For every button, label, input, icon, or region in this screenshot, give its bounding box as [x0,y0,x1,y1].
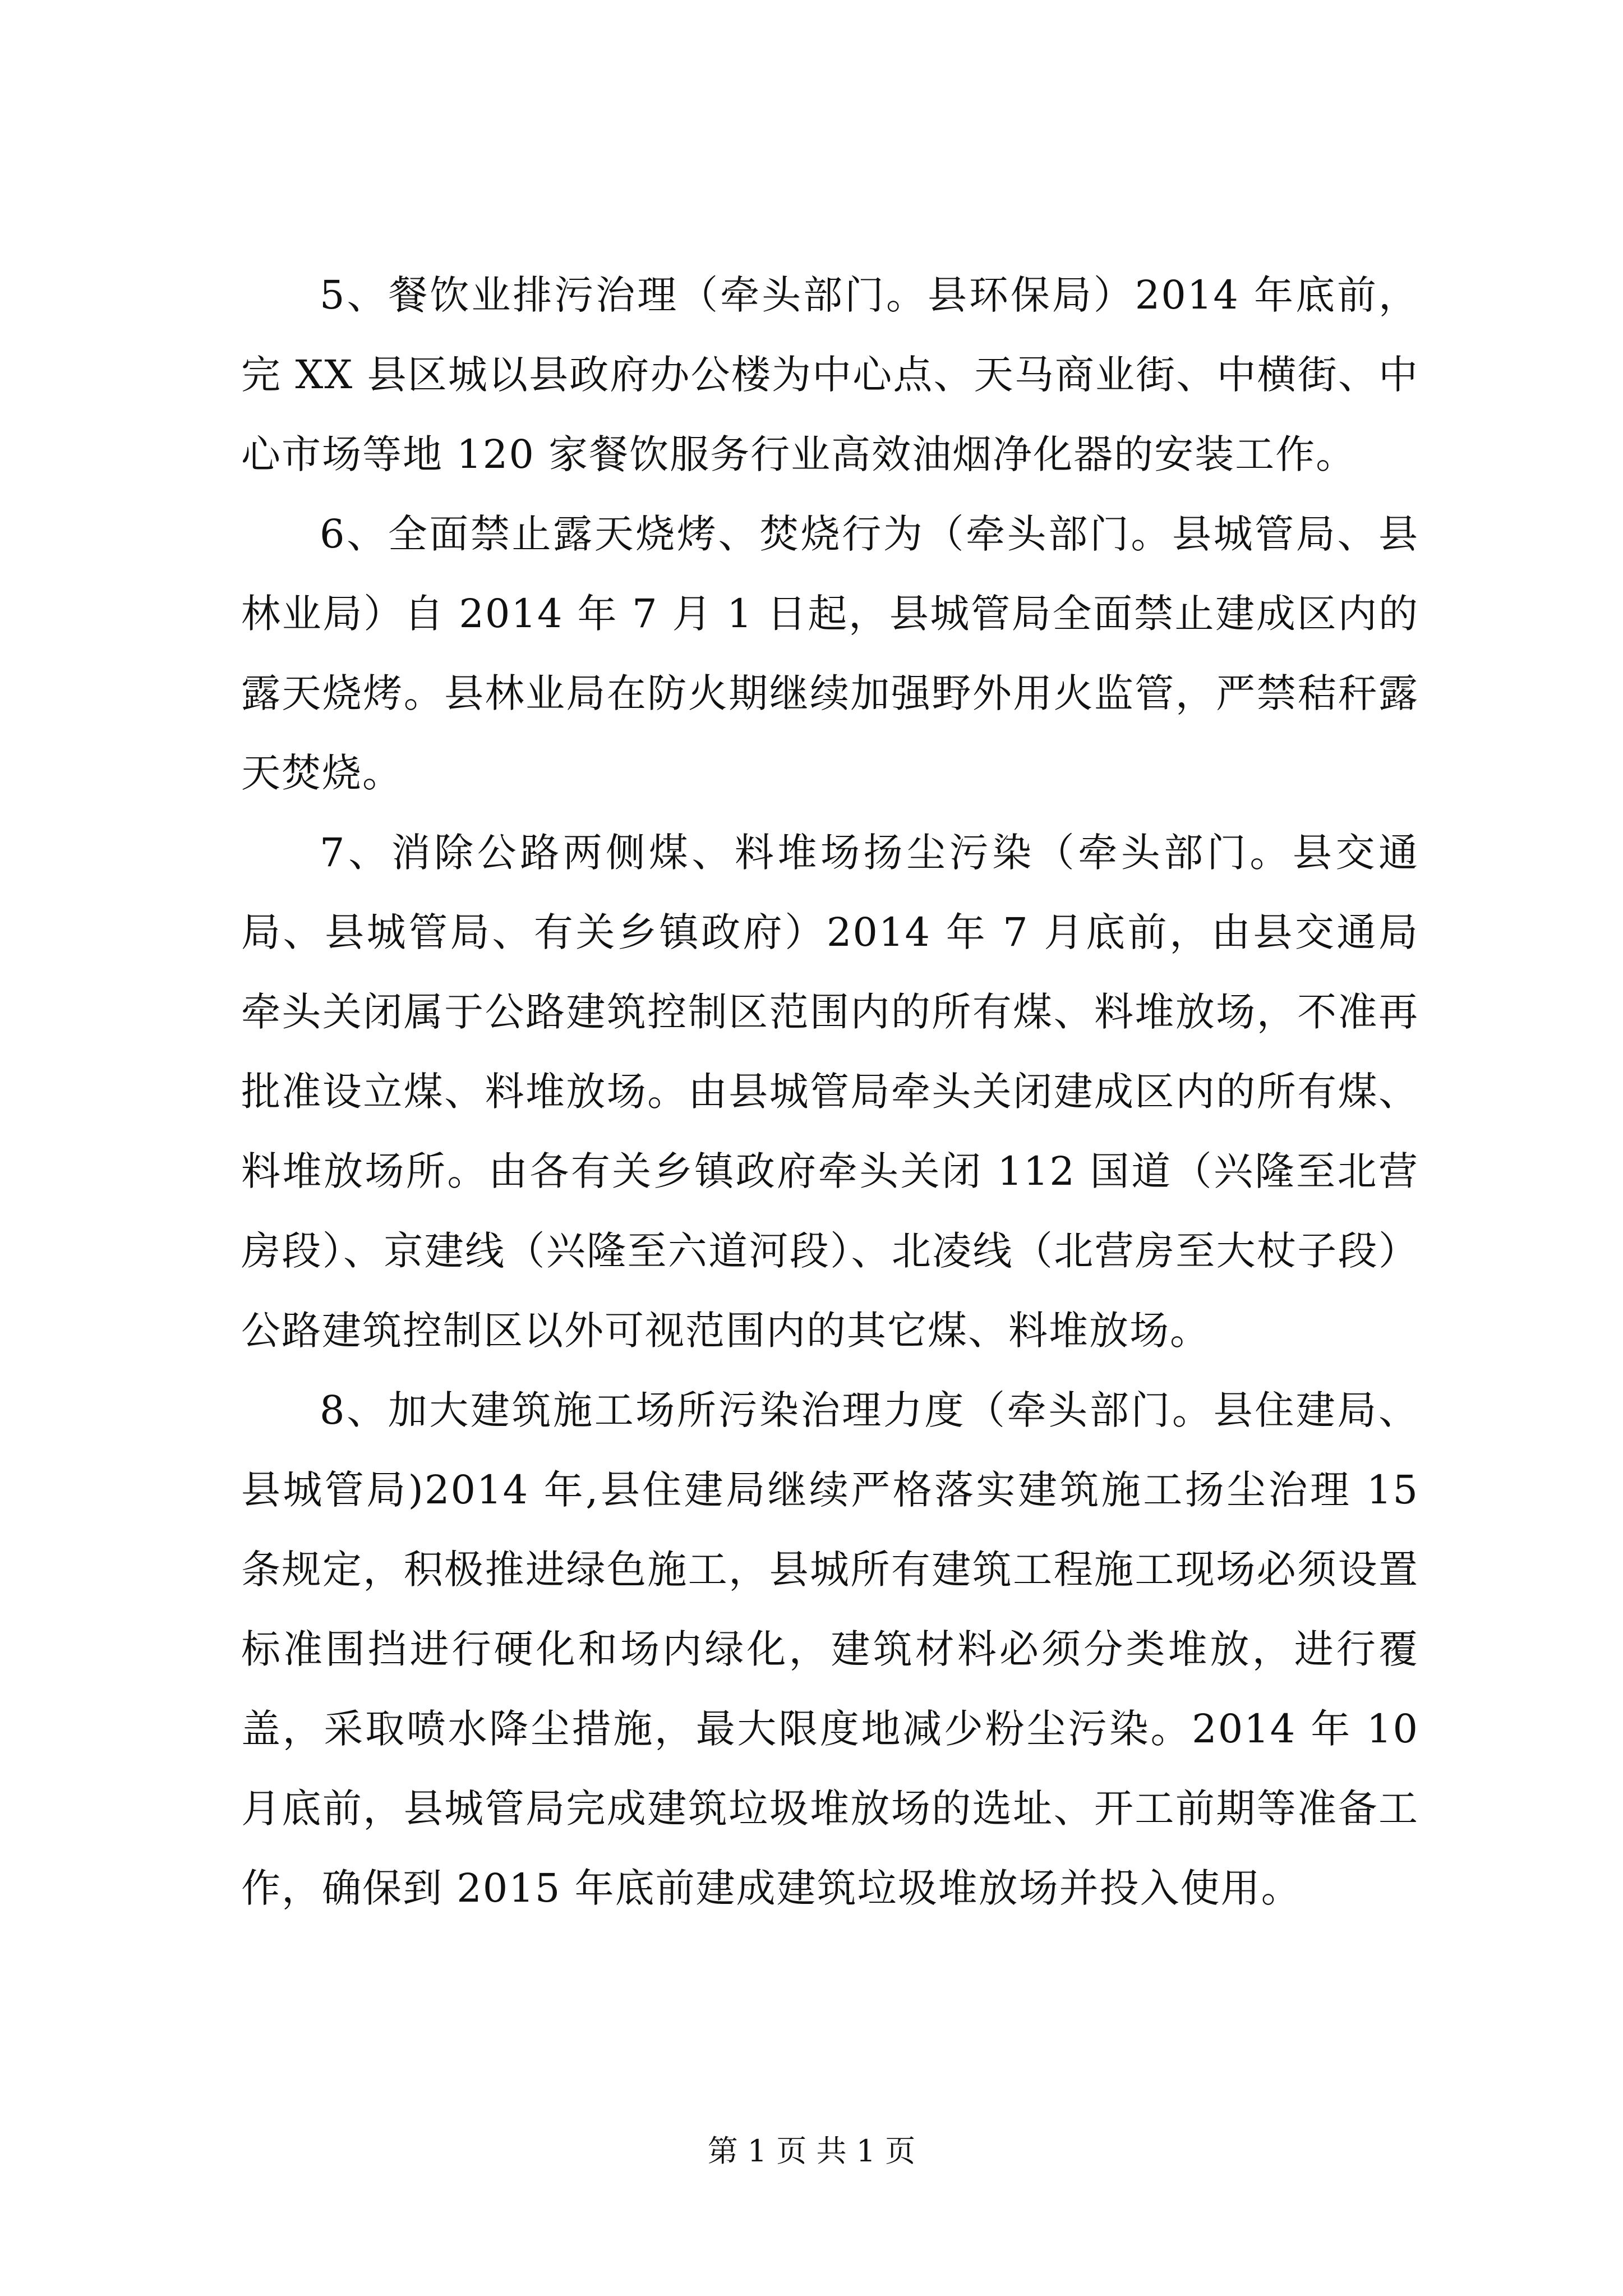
document-body [241,255,1419,1928]
paragraph-item-8: 8、加大建筑施工场所污染治理力度（牵头部门。县住建局、县城管局)2014 年,县住建局继续严格落实建筑施工扬尘治理 15 条规定，积极推进绿色施工，县城所有建筑工程施工现场必须设置标准围挡进行硬化和场内绿化，建筑材料必须分类堆放，进行覆盖，采取喷水降尘措施，最大限度地减少粉尘污染。2014 年 10 月底前，县城管局完成建筑垃圾堆放场的选址、开工前期等准备工作，确保到 2015 年底前建成建筑垃圾堆放场并投入使用。 [241,1387,1419,1911]
paragraph-item-7: 7、消除公路两侧煤、料堆场扬尘污染（牵头部门。县交通局、县城管局、有关乡镇政府）2014 年 7 月底前，由县交通局牵头关闭属于公路建筑控制区范围内的所有煤、料堆放场，不准再批准设立煤、料堆放场。由县城管局牵头关闭建成区内的所有煤、料堆放场所。由各有关乡镇政府牵头关闭 112 国道（兴隆至北营房段）、京建线（兴隆至六道河段）、北凌线（北营房至大杖子段）公路建筑控制区以外可视范围内的其它煤、料堆放场。 [241,830,1419,1354]
paragraph-item-6: 6、全面禁止露天烧烤、焚烧行为（牵头部门。县城管局、县林业局）自 2014 年 7 月 1 日起，县城管局全面禁止建成区内的露天烧烤。县林业局在防火期继续加强野外用火监管，严禁秸秆露天焚烧。 [241,511,1419,796]
page-footer: 第 1 页 共 1 页 [707,2133,916,2169]
paragraph-item-5: 5、餐饮业排污治理（牵头部门。县环保局）2014 年底前，完 XX 县区城以县政府办公楼为中心点、天马商业街、中横街、中心市场等地 120 家餐饮服务行业高效油烟净化器的安装工作。 [241,272,1419,477]
